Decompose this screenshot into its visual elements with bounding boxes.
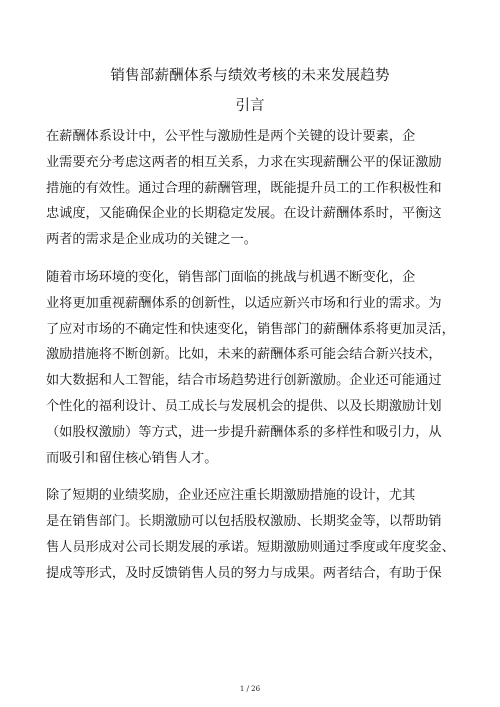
text-line: （如股权激励）等方式，进一步提升薪酬体系的多样性和吸引力，从: [46, 424, 442, 440]
paragraph-3: [46, 483, 466, 586]
text-line: 如大数据和人工智能，结合市场趋势进行创新激励。企业还可能通过: [46, 373, 442, 389]
text-line: 措施的有效性。通过合理的薪酬管理，既能提升员工的工作积极性和: [46, 180, 442, 196]
page-indicator: 1 / 26: [239, 685, 261, 693]
text-line: 是在销售部门。长期激励可以包括股权激励、长期奖金等，以帮助销: [46, 514, 442, 530]
text-line: 激励措施将不断创新。比如，未来的薪酬体系可能会结合新兴技术，: [46, 347, 442, 363]
text-line: 了应对市场的不确定性和快速变化，销售部门的薪酬体系将更加灵活，: [46, 321, 455, 337]
text-line: 随着市场环境的变化，销售部门面临的挑战与机遇不断变化，企: [46, 269, 416, 285]
document-title: 销售部薪酬体系与绩效考核的未来发展趋势: [110, 68, 390, 84]
text-line: 除了短期的业绩奖励，企业还应注重长期激励措施的设计，尤其: [46, 488, 416, 504]
text-line: 在薪酬体系设计中，公平性与激励性是两个关键的设计要素，企: [46, 129, 416, 144]
text-line: 售人员形成对公司长期发展的承诺。短期激励则通过季度或年度奖金、: [46, 539, 455, 555]
paragraph-2: [46, 265, 466, 471]
text-line: 两者的需求是企业成功的关键之一。: [46, 232, 257, 248]
text-line: 业将更加重视薪酬体系的创新性，以适应新兴市场和行业的需求。为: [46, 295, 442, 311]
text-line: 忠诚度，又能确保企业的长期稳定发展。在设计薪酬体系时，平衡这: [46, 206, 442, 222]
paragraph-1: [46, 124, 466, 253]
text-line: 个性化的福利设计、员工成长与发展机会的提供、以及长期激励计划: [46, 398, 442, 414]
text-line: 而吸引和留住核心销售人才。: [46, 450, 218, 466]
text-line: 业需要充分考虑这两者的相互关系，力求在实现薪酬公平的保证激励: [46, 154, 442, 170]
text-line: 提成等形式，及时反馈销售人员的努力与成果。两者结合，有助于保: [46, 565, 442, 581]
section-heading: 引言: [235, 98, 265, 114]
document-body: [46, 124, 466, 599]
